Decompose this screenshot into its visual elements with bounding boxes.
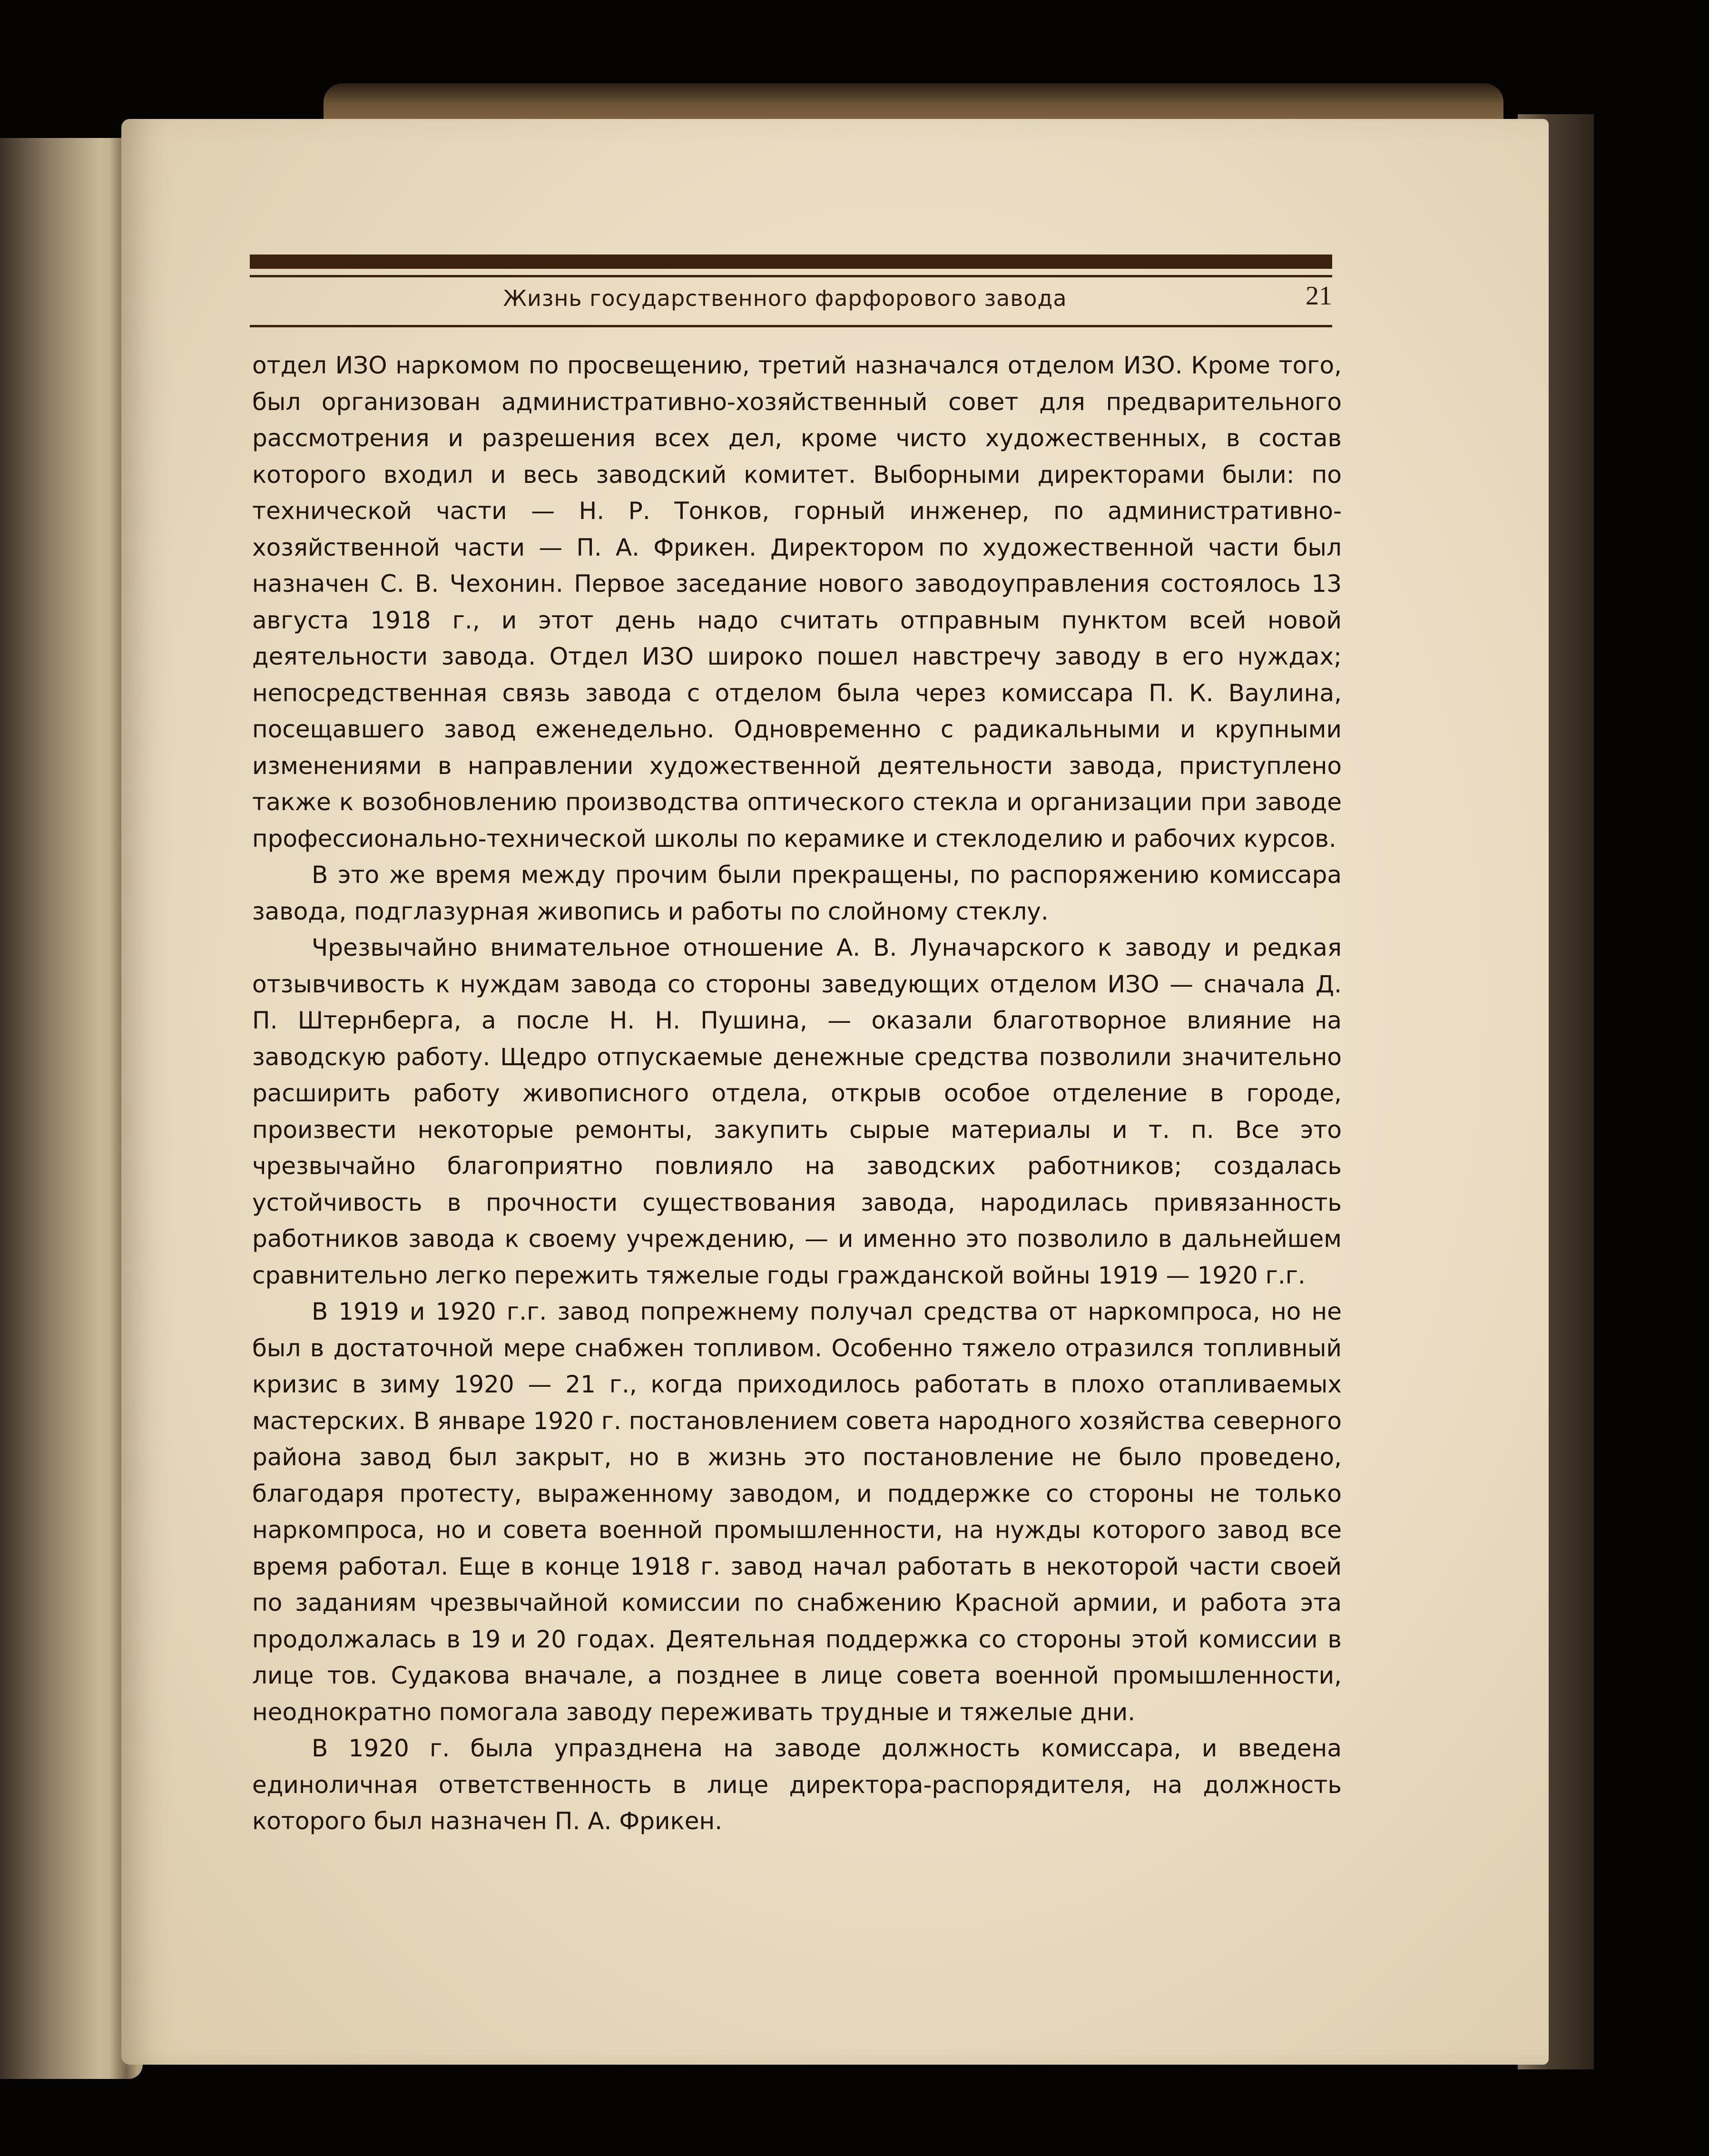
- paragraph: В 1920 г. была упразднена на заводе должность комиссара, и введена единоличная ответственность в лице директора-распорядителя, на должность которого был назначен П. А. Фрикен.: [252, 1735, 1342, 1835]
- paragraph: В это же время между прочим были прекращены, по распоряжению комиссара завода, подглазурная живопись и работы по слойному стеклу.: [252, 861, 1342, 925]
- header-bottom-rule: [250, 325, 1332, 327]
- header-thick-rule: [250, 255, 1332, 269]
- body-text: [252, 347, 1342, 1840]
- paragraph: Чрезвычайно внимательное отношение А. В. Луначарского к заводу и редкая отзывчивость к нуждам завода со стороны заведующих отделом ИЗО — сначала Д. П. Штернберга, а после Н. Н. Пушина, — оказали благотворное влияние на заводскую работу. Щедро отпускаемые денежные средства позволили значительно расширить работу живописного отдела, открыв особое отделение в городе, произвести некоторые ремонты, закупить сырые материалы и т. п. Все это чрезвычайно благоприятно повлияло на заводских работников; создалась устойчивость в прочности существования завода, народилась привязанность работников завода к своему учреждению, — и именно это позволило в дальнейшем сравнительно легко пережить тяжелые годы гражданской войны 1919 — 1920 г.г.: [252, 934, 1342, 1289]
- paragraph: В 1919 и 1920 г.г. завод попрежнему получал средства от наркомпроса, но не был в достаточной мере снабжен топливом. Особенно тяжело отразился топливный кризис в зиму 1920 — 21 г., когда приходилось работать в плохо отапливаемых мастерских. В январе 1920 г. постановлением совета народного хозяйства северного района завод был закрыт, но в жизнь это постановление не было проведено, благодаря протесту, выраженному заводом, и поддержке со стороны не только наркомпроса, но и совета военной промышленности, на нужды которого завод все время работал. Еще в конце 1918 г. завод начал работать в некоторой части своей по заданиям чрезвычайной комиссии по снабжению Красной армии, и работа эта продолжалась в 19 и 20 годах. Деятельная поддержка со стороны этой комиссии в лице тов. Судакова вначале, а позднее в лице совета военной промышленности, неоднократно помогала заводу переживать трудные и тяжелые дни.: [252, 1298, 1342, 1726]
- running-title: Жизнь государственного фарфорового завода: [503, 285, 1067, 311]
- header-thin-rule: [250, 275, 1332, 277]
- paragraph: отдел ИЗО наркомом по просвещению, третий назначался отделом ИЗО. Кроме того, был организован административно-хозяйственный совет для предварительного рассмотрения и разрешения всех дел, кроме чисто художественных, в состав которого входил и весь заводский комитет. Выборными директорами были: по технической части — Н. Р. Тонков, горный инженер, по административно-хозяйственной части — П. А. Фрикен. Директором по художественной части был назначен С. В. Чехонин. Первое заседание нового заводоуправления состоялось 13 августа 1918 г., и этот день надо считать отправным пунктом всей новой деятельности завода. Отдел ИЗО широко пошел навстречу заводу в его нуждах; непосредственная связь завода с отделом была через комиссара П. К. Ваулина, посещавшего завод еженедельно. Одновременно с радикальными и крупными изменениями в направлении художественной деятельности завода, приступлено также к возобновлению производства оптического стекла и организации при заводе профессионально-технической школы по керамике и стеклоделию и рабочих курсов.: [252, 352, 1342, 853]
- page-number: 21: [1306, 281, 1332, 311]
